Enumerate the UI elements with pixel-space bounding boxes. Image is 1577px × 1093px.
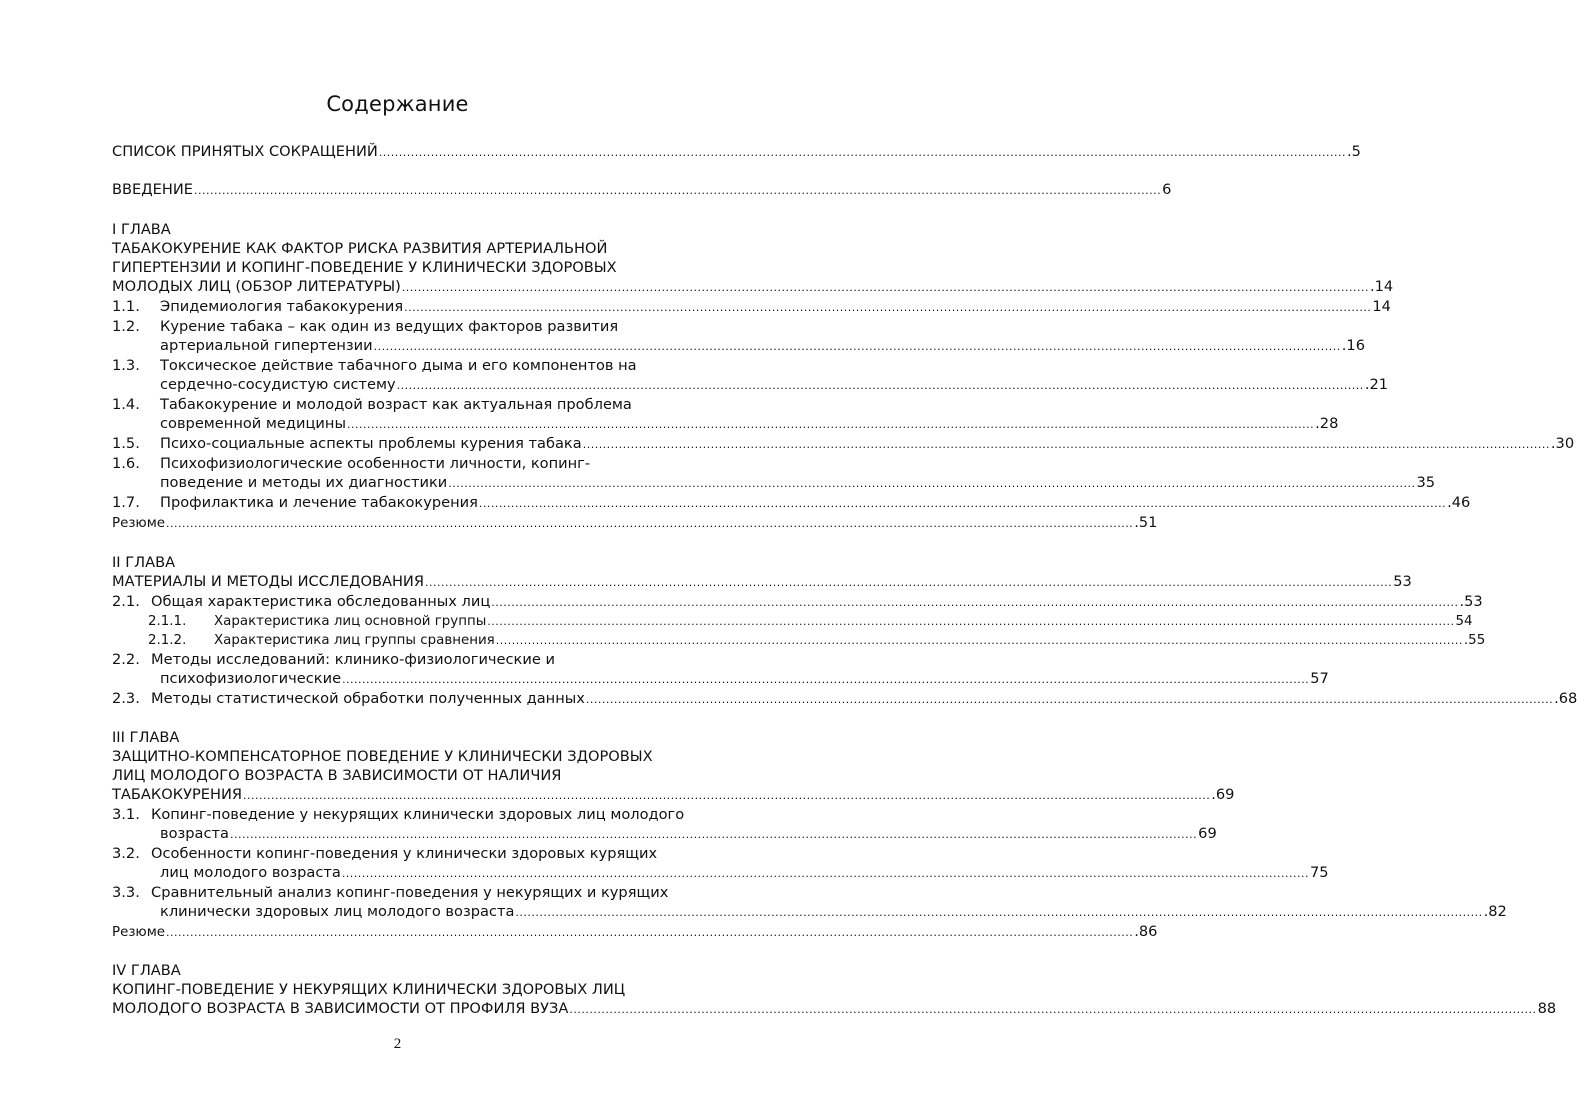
toc-entry-abbreviations[interactable] bbox=[112, 142, 1361, 162]
entry-text: СПИСОК ПРИНЯТЫХ СОКРАЩЕНИЙ bbox=[112, 143, 378, 160]
section-number: 2.1.1. bbox=[148, 614, 187, 629]
page-ref: .28 bbox=[1315, 415, 1339, 432]
toc-entry-1-4[interactable] bbox=[112, 395, 1339, 434]
section-number: 3.1. bbox=[112, 806, 140, 823]
page-ref: 69 bbox=[1198, 825, 1217, 842]
entry-text-line: Курение табака – как один из ведущих факторов развития bbox=[160, 318, 619, 335]
toc-entry-2-1[interactable] bbox=[112, 592, 1483, 612]
toc-entry-chapter-2[interactable] bbox=[112, 572, 1412, 592]
toc-entry-2-3[interactable] bbox=[112, 689, 1577, 709]
chapter-1-title-line: ТАБАКОКУРЕНИЕ КАК ФАКТОР РИСКА РАЗВИТИЯ АРТЕРИАЛЬНОЙ bbox=[112, 240, 608, 257]
chapter-4-label: IV ГЛАВА bbox=[112, 962, 181, 979]
entry-text: МАТЕРИАЛЫ И МЕТОДЫ ИССЛЕДОВАНИЯ bbox=[112, 573, 424, 590]
page-ref: .55 bbox=[1463, 633, 1486, 648]
entry-text: МОЛОДЫХ ЛИЦ (ОБЗОР ЛИТЕРАТУРЫ) bbox=[112, 278, 401, 295]
dot-leader bbox=[243, 786, 1210, 805]
page-ref: .14 bbox=[1369, 278, 1394, 295]
page-title: Содержание bbox=[326, 92, 469, 116]
section-number: 1.4. bbox=[112, 396, 140, 413]
entry-text: Методы статистической обработки полученных данных bbox=[151, 690, 585, 707]
page-ref: 53 bbox=[1393, 573, 1412, 590]
entry-text: возраста bbox=[160, 825, 229, 842]
chapter-1-title-line: ГИПЕРТЕНЗИИ И КОПИНГ-ПОВЕДЕНИЕ У КЛИНИЧЕСКИ ЗДОРОВЫХ bbox=[112, 259, 617, 276]
chapter-3-label: III ГЛАВА bbox=[112, 729, 180, 746]
toc-entry-3-3[interactable] bbox=[112, 883, 1507, 922]
toc-entry-2-2[interactable] bbox=[112, 650, 1329, 689]
page-ref: 54 bbox=[1455, 614, 1473, 629]
chapter-1-label: I ГЛАВА bbox=[112, 221, 171, 238]
section-number: 1.2. bbox=[112, 318, 140, 335]
toc-entry-3-1[interactable] bbox=[112, 805, 1217, 844]
page-ref: 14 bbox=[1372, 298, 1391, 315]
toc-entry-chapter-1-summary[interactable] bbox=[112, 513, 1158, 533]
dot-leader bbox=[402, 278, 1369, 297]
section-number: 1.1. bbox=[112, 298, 140, 315]
chapter-2-label: II ГЛАВА bbox=[112, 554, 176, 571]
toc-entry-chapter-3-summary[interactable] bbox=[112, 922, 1158, 942]
section-number: 2.2. bbox=[112, 651, 140, 668]
entry-text: Резюме bbox=[112, 516, 166, 531]
toc-entry-chapter-3[interactable] bbox=[112, 785, 1235, 805]
toc-entry-3-2[interactable] bbox=[112, 844, 1329, 883]
entry-text: Эпидемиология табакокурения bbox=[160, 298, 404, 315]
section-number: 3.2. bbox=[112, 845, 140, 862]
page-ref: .5 bbox=[1347, 143, 1361, 160]
entry-text-line: Токсическое действие табачного дыма и его компонентов на bbox=[160, 357, 637, 374]
section-number: 1.6. bbox=[112, 455, 140, 472]
entry-text: лиц молодого возраста bbox=[160, 864, 341, 881]
toc-entry-introduction[interactable] bbox=[112, 180, 1172, 200]
page-ref: 88 bbox=[1537, 1000, 1557, 1017]
toc-entry-1-5[interactable] bbox=[112, 434, 1575, 454]
toc-entry-chapter-1[interactable] bbox=[112, 277, 1394, 297]
entry-text: Характеристика лиц основной группы bbox=[214, 614, 487, 629]
page-ref: .30 bbox=[1550, 435, 1575, 452]
page-ref: 35 bbox=[1416, 474, 1436, 491]
section-number: 3.3. bbox=[112, 884, 140, 901]
section-number: 2.3. bbox=[112, 690, 140, 707]
dot-leader bbox=[342, 864, 1309, 883]
entry-text: артериальной гипертензии bbox=[160, 337, 373, 354]
section-number: 1.5. bbox=[112, 435, 140, 452]
page-ref: .69 bbox=[1211, 786, 1235, 803]
chapter-4-title-line: КОПИНГ-ПОВЕДЕНИЕ У НЕКУРЯЩИХ КЛИНИЧЕСКИ ЗДОРОВЫХ ЛИЦ bbox=[112, 981, 626, 998]
entry-text: МОЛОДОГО ВОЗРАСТА В ЗАВИСИМОСТИ ОТ ПРОФИЛЯ ВУЗА bbox=[112, 1000, 569, 1017]
page-ref: .21 bbox=[1364, 376, 1389, 393]
dot-leader bbox=[496, 631, 1463, 650]
dot-leader bbox=[166, 514, 1133, 533]
section-number: 2.1.2. bbox=[148, 633, 187, 648]
dot-leader bbox=[166, 923, 1133, 942]
entry-text-line: Табакокурение и молодой возраст как актуальная проблема bbox=[160, 396, 632, 413]
entry-text: ТАБАКОКУРЕНИЯ bbox=[112, 786, 243, 803]
dot-leader bbox=[583, 435, 1550, 454]
toc-entry-1-7[interactable] bbox=[112, 493, 1471, 513]
entry-text: клинически здоровых лиц молодого возраста bbox=[160, 903, 515, 920]
section-number: 2.1. bbox=[112, 593, 140, 610]
dot-leader bbox=[230, 825, 1197, 844]
page-ref: .82 bbox=[1483, 903, 1507, 920]
entry-text: Резюме bbox=[112, 925, 166, 940]
entry-text: Психо-социальные аспекты проблемы курения табака bbox=[160, 435, 582, 452]
toc-entry-2-1-2[interactable] bbox=[112, 631, 1486, 650]
page-ref: 57 bbox=[1310, 670, 1329, 687]
entry-text: Характеристика лиц группы сравнения bbox=[214, 633, 495, 648]
table-of-contents bbox=[112, 142, 1577, 1019]
dot-leader bbox=[491, 593, 1458, 612]
toc-entry-1-2[interactable] bbox=[112, 317, 1365, 356]
dot-leader bbox=[397, 376, 1364, 395]
page-ref: 75 bbox=[1310, 864, 1329, 881]
page-ref: .46 bbox=[1447, 494, 1471, 511]
page-ref: .16 bbox=[1341, 337, 1365, 354]
page-ref: 6 bbox=[1162, 181, 1172, 198]
page-ref: .51 bbox=[1134, 514, 1158, 531]
page-ref: .68 bbox=[1554, 690, 1577, 707]
dot-leader bbox=[342, 670, 1309, 689]
entry-text-line: Сравнительный анализ копинг-поведения у некурящих и курящих bbox=[151, 884, 669, 901]
toc-entry-2-1-1[interactable] bbox=[112, 612, 1473, 631]
dot-leader bbox=[487, 612, 1454, 631]
entry-text: поведение и методы их диагностики bbox=[160, 474, 448, 491]
chapter-3-title-line: ЛИЦ МОЛОДОГО ВОЗРАСТА В ЗАВИСИМОСТИ ОТ НАЛИЧИЯ bbox=[112, 767, 562, 784]
entry-text: психофизиологические bbox=[160, 670, 342, 687]
toc-entry-1-1[interactable] bbox=[112, 297, 1391, 317]
entry-text: современной медицины bbox=[160, 415, 346, 432]
dot-leader bbox=[586, 690, 1553, 709]
page-ref: .53 bbox=[1459, 593, 1483, 610]
toc-entry-chapter-4[interactable] bbox=[112, 999, 1557, 1019]
chapter-3-title-line: ЗАЩИТНО-КОМПЕНСАТОРНОЕ ПОВЕДЕНИЕ У КЛИНИЧЕСКИ ЗДОРОВЫХ bbox=[112, 748, 653, 765]
entry-text-line: Психофизиологические особенности личности, копинг- bbox=[160, 455, 591, 472]
entry-text-line: Копинг-поведение у некурящих клинически здоровых лиц молодого bbox=[151, 806, 685, 823]
entry-text: сердечно-сосудистую систему bbox=[160, 376, 396, 393]
entry-text-line: Особенности копинг-поведения у клинически здоровых курящих bbox=[151, 845, 658, 862]
dot-leader bbox=[448, 474, 1415, 493]
toc-entry-1-3[interactable] bbox=[112, 356, 1389, 395]
entry-text: Общая характеристика обследованных лиц bbox=[151, 593, 491, 610]
section-number: 1.3. bbox=[112, 357, 140, 374]
toc-entry-1-6[interactable] bbox=[112, 454, 1436, 493]
dot-leader bbox=[374, 337, 1341, 356]
dot-leader bbox=[347, 415, 1314, 434]
dot-leader bbox=[569, 1000, 1536, 1019]
page-ref: .86 bbox=[1134, 923, 1158, 940]
dot-leader bbox=[379, 143, 1346, 162]
dot-leader bbox=[479, 494, 1446, 513]
dot-leader bbox=[425, 573, 1392, 592]
section-number: 1.7. bbox=[112, 494, 140, 511]
dot-leader bbox=[515, 903, 1482, 922]
dot-leader bbox=[194, 181, 1161, 200]
dot-leader bbox=[404, 298, 1371, 317]
page-number: 2 bbox=[393, 1036, 402, 1052]
entry-text: ВВЕДЕНИЕ bbox=[112, 181, 193, 198]
entry-text-line: Методы исследований: клинико-физиологические и bbox=[151, 651, 555, 668]
entry-text: Профилактика и лечение табакокурения bbox=[160, 494, 478, 511]
